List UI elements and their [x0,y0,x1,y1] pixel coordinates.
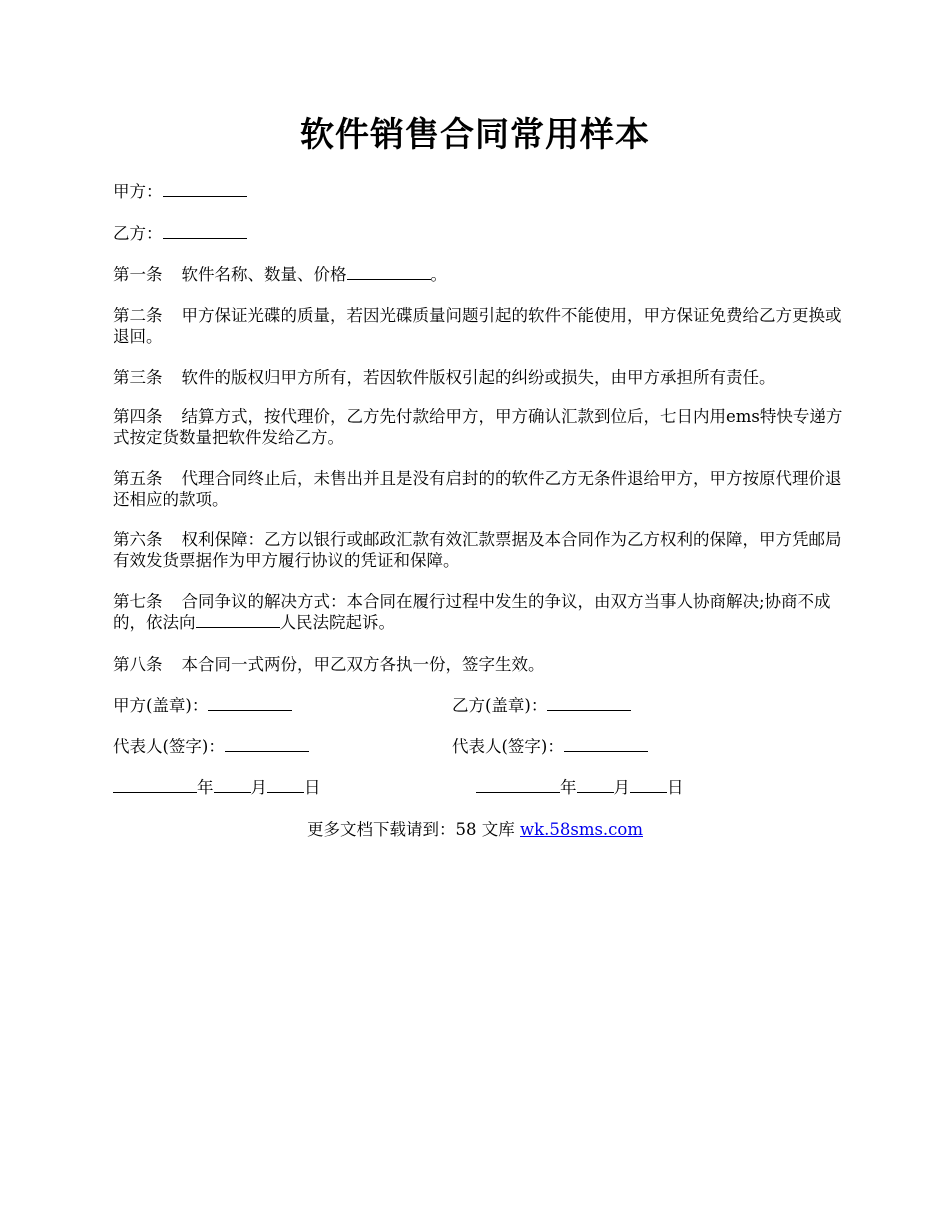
article-suffix: 人民法院起诉。 [279,613,395,632]
rep-b-sign-blank[interactable] [564,737,648,752]
party-a-seal-label: 甲方(盖章)： [113,696,209,715]
rep-b-sign-label: 代表人(签字)： [452,737,564,756]
date-line-b [476,777,684,798]
article-8 [113,654,853,675]
party-b-label: 乙方： [113,224,163,243]
party-a-seal-blank[interactable] [208,696,292,711]
year-blank[interactable] [113,778,197,793]
price-blank[interactable] [347,265,431,280]
day-label: 日 [304,778,321,797]
article-number: 第一条 [113,265,163,284]
article-6 [113,529,853,571]
footer [0,819,950,840]
footer-link[interactable]: wk.58sms.com [519,820,643,839]
party-a-seal-line [113,695,292,716]
date-line-a [113,777,321,798]
rep-a-sign-blank[interactable] [225,737,309,752]
article-number: 第三条 [113,368,163,387]
document-title: 软件销售合同常用样本 [300,115,650,155]
footer-text: 更多文档下载请到：58 文库 [306,820,520,839]
article-number: 第六条 [113,530,163,549]
day-blank[interactable] [267,778,304,793]
article-text: 本合同一式两份，甲乙双方各执一份，签字生效。 [181,655,545,674]
day-label: 日 [667,778,684,797]
article-1 [113,264,853,285]
article-text: 软件名称、数量、价格 [181,265,347,284]
month-label: 月 [250,778,267,797]
article-2 [113,305,853,347]
month-blank[interactable] [214,778,251,793]
year-label: 年 [560,778,577,797]
article-text: 代理合同终止后，未售出并且是没有启封的的软件乙方无条件退给甲方，甲方按原代理价退还相应的款项。 [113,469,842,509]
article-4 [113,406,853,448]
article-number: 第二条 [113,306,163,325]
party-b-seal-line [452,695,631,716]
rep-a-sign-label: 代表人(签字)： [113,737,225,756]
article-7 [113,591,853,633]
rep-b-sign-line [452,736,648,757]
article-number: 第七条 [113,592,163,611]
article-number: 第四条 [113,407,163,426]
year-blank[interactable] [476,778,560,793]
article-text: 结算方式，按代理价，乙方先付款给甲方，甲方确认汇款到位后，七日内用ems特快专递方式按定货数量把软件发给乙方。 [113,407,843,447]
party-b-seal-blank[interactable] [547,696,631,711]
article-suffix: 。 [430,265,447,284]
day-blank[interactable] [630,778,667,793]
article-5 [113,468,853,510]
court-blank[interactable] [196,613,280,628]
article-number: 第五条 [113,469,163,488]
article-text: 甲方保证光碟的质量，若因光碟质量问题引起的软件不能使用，甲方保证免费给乙方更换或退回。 [113,306,842,346]
party-a-blank[interactable] [163,182,247,197]
article-3 [113,367,853,388]
article-text: 权利保障：乙方以银行或邮政汇款有效汇款票据及本合同作为乙方权利的保障，甲方凭邮局有效发货票据作为甲方履行协议的凭证和保障。 [113,530,842,570]
article-text: 合同争议的解决方式：本合同在履行过程中发生的争议，由双方当事人协商解决;协商不成的，依法向 [113,592,831,632]
month-blank[interactable] [577,778,614,793]
month-label: 月 [613,778,630,797]
party-b-line [113,223,853,244]
article-text: 软件的版权归甲方所有，若因软件版权引起的纠纷或损失，由甲方承担所有责任。 [181,368,776,387]
party-a-line [113,181,853,202]
party-b-seal-label: 乙方(盖章)： [452,696,548,715]
party-a-label: 甲方： [113,182,163,201]
party-b-blank[interactable] [163,224,247,239]
article-number: 第八条 [113,655,163,674]
rep-a-sign-line [113,736,309,757]
year-label: 年 [197,778,214,797]
